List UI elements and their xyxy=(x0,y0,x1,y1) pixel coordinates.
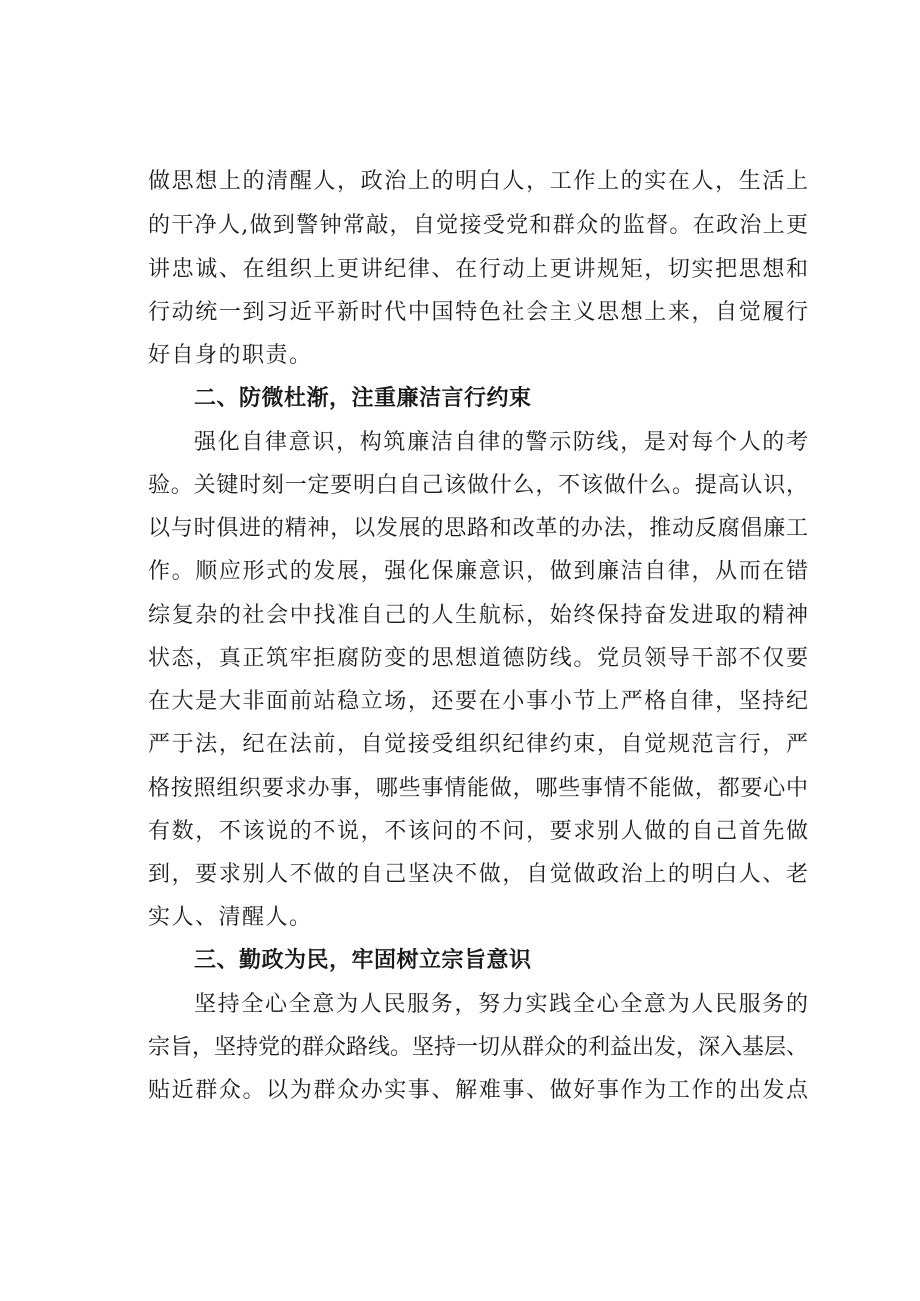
paragraph-line: 在大是大非面前站稳立场，还要在小事小节上严格自律，坚持纪 xyxy=(148,689,808,714)
paragraph-line: 状态，真正筑牢拒腐防变的思想道德防线。党员领导干部不仅要 xyxy=(148,646,808,671)
paragraph-line: 行动统一到习近平新时代中国特色社会主义思想上来，自觉履行 xyxy=(148,300,808,325)
paragraph-line: 坚持全心全意为人民服务，努力实践全心全意为人民服务的 xyxy=(194,992,808,1017)
paragraph-line: 严于法，纪在法前，自觉接受组织纪律约束，自觉规范言行，严 xyxy=(148,732,808,757)
paragraph-line: 验。关键时刻一定要明白自己该做什么，不该做什么。提高认识， xyxy=(148,473,808,498)
paragraph-line: 讲忠诚、在组织上更讲纪律、在行动上更讲规矩，切实把思想和 xyxy=(148,257,808,282)
section-heading: 三、勤政为民，牢固树立宗旨意识 xyxy=(194,948,532,973)
paragraph-line: 宗旨，坚持党的群众路线。坚持一切从群众的利益出发，深入基层、 xyxy=(148,1035,809,1060)
paragraph-line: 实人、清醒人。 xyxy=(148,905,313,930)
paragraph-line: 作。顺应形式的发展，强化保廉意识，做到廉洁自律，从而在错 xyxy=(148,559,808,584)
section-heading: 二、防微杜渐，注重廉洁言行约束 xyxy=(194,386,532,411)
paragraph-line: 有数，不该说的不说，不该问的不问，要求别人做的自己首先做 xyxy=(148,819,808,844)
paragraph-line: 好自身的职责。 xyxy=(148,343,313,368)
paragraph-line: 以与时俱进的精神，以发展的思路和改革的办法，推动反腐倡廉工 xyxy=(148,516,808,541)
paragraph-line: 的干净人,做到警钟常敲，自觉接受党和群众的监督。在政治上更 xyxy=(148,213,808,238)
paragraph-line: 综复杂的社会中找准自己的人生航标，始终保持奋发进取的精神 xyxy=(148,603,808,628)
paragraph-line: 做思想上的清醒人，政治上的明白人，工作上的实在人，生活上 xyxy=(148,169,808,194)
paragraph-line: 强化自律意识，构筑廉洁自律的警示防线，是对每个人的考 xyxy=(194,430,808,455)
paragraph-line: 贴近群众。以为群众办实事、解难事、做好事作为工作的出发点 xyxy=(148,1078,808,1103)
paragraph-line: 格按照组织要求办事，哪些事情能做，哪些事情不能做，都要心中 xyxy=(148,776,808,801)
paragraph-line: 到，要求别人不做的自己坚决不做，自觉做政治上的明白人、老 xyxy=(148,862,808,887)
